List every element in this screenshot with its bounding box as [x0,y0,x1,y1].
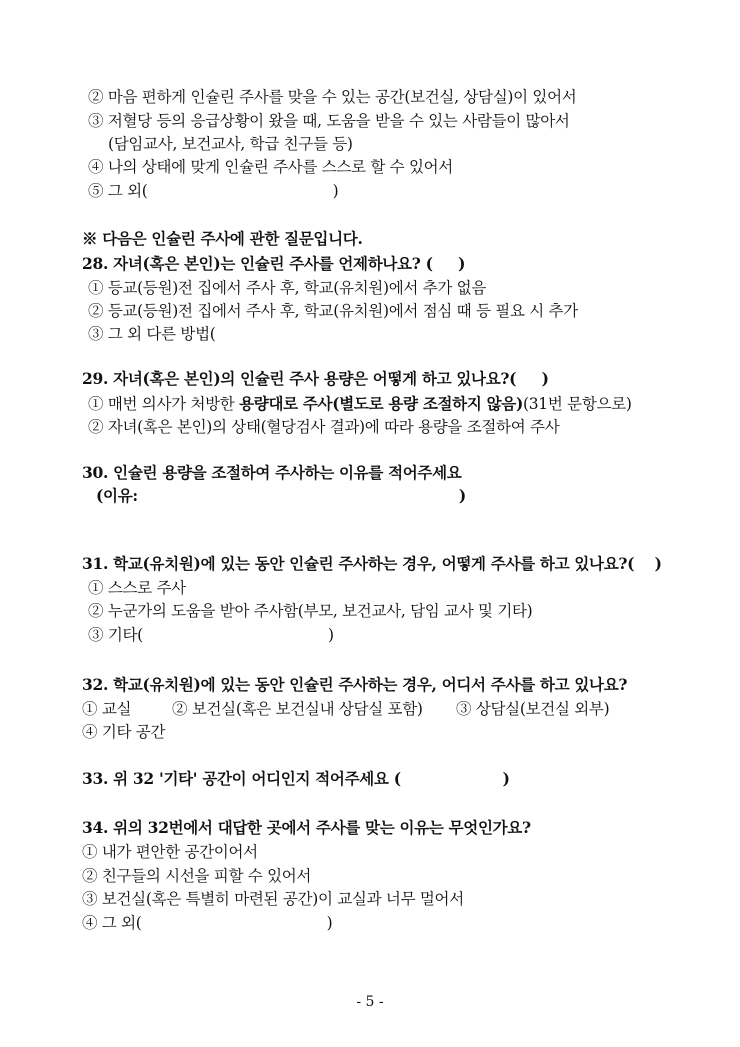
question-28-option-1: ① 등교(등원)전 집에서 주사 후, 학교(유치원)에서 추가 없음 [88,279,487,297]
question-32-option-4: ④ 기타 공간 [82,723,166,741]
question-32-title: 32. 학교(유치원)에 있는 동안 인슐린 주사하는 경우, 어디서 주사를 하고 있나요? [82,675,628,694]
question-34-option-3: ③ 보건실(혹은 특별히 마련된 공간)이 교실과 너무 멀어서 [82,890,464,908]
question-29-option-1 [88,393,632,415]
question-32-option-2: ② 보건실(혹은 보건실내 상담실 포함) [172,700,423,718]
option-4-text: ④ 나의 상태에 맞게 인슐린 주사를 스스로 할 수 있어서 [88,158,453,176]
option-5-text: ⑤ 그 외( ) [88,182,339,200]
question-29-option-2: ② 자녀(혹은 본인)의 상태(혈당검사 결과)에 따라 용량을 조절하여 주사 [88,418,560,436]
question-34-title: 34. 위의 32번에서 대답한 곳에서 주사를 맞는 이유는 무엇인가요? [82,818,531,837]
question-32-option-1: ① 교실 [82,700,132,718]
question-32-option-3: ③ 상담실(보건실 외부) [456,700,610,718]
option-3-text: ③ 저혈당 등의 응급상황이 왔을 때, 도움을 받을 수 있는 사람들이 많아서 [88,112,570,130]
question-34-option-1: ① 내가 편안한 공간이어서 [82,843,258,861]
question-34-option-4: ④ 그 외( ) [82,914,333,932]
question-33-title: 33. 위 32 '기타' 공간이 어디인지 적어주세요 ( ) [82,769,510,788]
question-29-option-1-post: (31번 문항으로) [523,395,632,413]
question-28-title: 28. 자녀(혹은 본인)는 인슐린 주사를 언제하나요? ( ) [82,254,466,273]
question-30-title: 30. 인슐린 용량을 조절하여 주사하는 이유를 적어주세요 [82,463,462,482]
question-31-option-2: ② 누군가의 도움을 받아 주사함(부모, 보건교사, 담임 교사 및 기타) [88,602,533,620]
question-28-option-3: ③ 그 외 다른 방법( [88,325,216,343]
question-31-title: 31. 학교(유치원)에 있는 동안 인슐린 주사하는 경우, 어떻게 주사를 하고 있나요?( ) [82,554,662,573]
section-note: ※ 다음은 인슐린 주사에 관한 질문입니다. [82,229,363,248]
question-29-option-1-bold: 용량대로 주사(별도로 용량 조절하지 않음) [239,394,523,413]
question-31-option-3: ③ 기타( ) [88,626,334,644]
question-29-option-1-pre: ① 매번 의사가 처방한 [88,395,240,413]
question-34-option-2: ② 친구들의 시선을 피할 수 있어서 [82,867,312,885]
question-30-reason-field: (이유: ) [96,486,466,505]
question-28-option-2: ② 등교(등원)전 집에서 주사 후, 학교(유치원)에서 점심 때 등 필요 시 추가 [88,302,578,320]
question-31-option-1: ① 스스로 주사 [88,579,186,597]
option-2-text: ② 마음 편하게 인슐린 주사를 맞을 수 있는 공간(보건실, 상담실)이 있어서 [88,88,577,106]
page-number: - 5 - [356,994,384,1010]
question-29-title: 29. 자녀(혹은 본인)의 인슐린 주사 용량은 어떻게 하고 있나요?( ) [82,369,549,388]
option-3-note: (담임교사, 보건교사, 학급 친구들 등) [108,135,353,153]
